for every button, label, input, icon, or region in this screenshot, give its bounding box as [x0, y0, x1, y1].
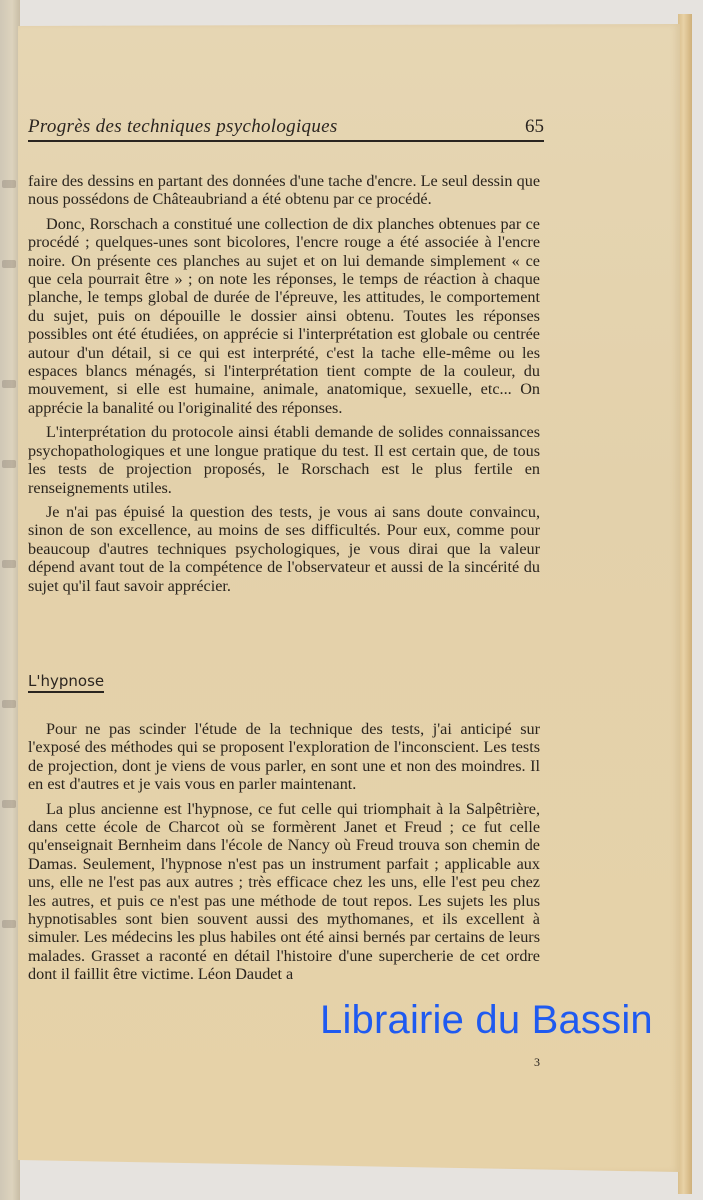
- section-heading: L'hypnose: [28, 672, 104, 693]
- bleed-through-mark: [2, 180, 16, 188]
- bleed-through-mark: [2, 380, 16, 388]
- watermark: Librairie du Bassin: [320, 998, 653, 1042]
- paragraph: L'interprétation du protocole ainsi établi demande de solides connaissances psychopathologiques et une longue pratique du test. Il est certain que, de tous les tests de projection proposés, le Rorschach est le plus fertile en renseignements utiles.: [28, 423, 540, 497]
- section-1-text: [28, 172, 540, 601]
- bleed-through-mark: [2, 700, 16, 708]
- page-number: 65: [525, 116, 544, 137]
- signature-mark: 3: [534, 1055, 540, 1069]
- adjacent-page-edge: [0, 0, 20, 1200]
- running-head: [28, 116, 544, 142]
- section-2-text: [28, 720, 540, 990]
- bleed-through-mark: [2, 560, 16, 568]
- page-stack-edge: [678, 14, 692, 1194]
- bleed-through-mark: [2, 920, 16, 928]
- bleed-through-mark: [2, 260, 16, 268]
- paragraph: Pour ne pas scinder l'étude de la technique des tests, j'ai anticipé sur l'exposé des méthodes qui se proposent l'exploration de l'inconscient. Les tests de projection, dont je viens de vous parler, en sont une et non des moindres. Il en est d'autres et je vais vous en parler maintenant.: [28, 720, 540, 794]
- bleed-through-mark: [2, 460, 16, 468]
- paragraph: Donc, Rorschach a constitué une collection de dix planches obtenues par ce procédé ; quelques-unes sont bicolores, l'encre rouge a été associée à l'encre noire. On présente ces planches au sujet et on lui demande simplement « ce que cela pourrait être » ; on note les réponses, le temps de réaction à chaque planche, le temps global de durée de l'épreuve, les attitudes, le comportement du sujet, puis on dépouille le dossier ainsi obtenu. Toutes les réponses possibles ont été étudiées, on apprécie si l'interprétation est globale ou centrée autour d'un détail, si ce qui est interprété, c'est la tache elle-même ou les espaces blancs ménagés, si l'interprétation tient compte de la couleur, du mouvement, si elle est humaine, animale, anatomique, sexuelle, etc... On apprécie la banalité ou l'originalité des réponses.: [28, 214, 540, 417]
- running-title: Progrès des techniques psychologiques: [28, 116, 338, 137]
- paragraph: Je n'ai pas épuisé la question des tests, je vous ai sans doute convaincu, sinon de son excellence, au moins de ses difficultés. Pour eux, comme pour beaucoup d'autres techniques psychologiques, je vous dirai que la valeur dépend avant tout de la compétence de l'observateur et aussi de la sincérité du sujet qu'il faut savoir apprécier.: [28, 502, 540, 595]
- paragraph: faire des dessins en partant des données d'une tache d'encre. Le seul dessin que nous possédons de Châteaubriand a été obtenu par ce procédé.: [28, 172, 540, 209]
- paragraph: La plus ancienne est l'hypnose, ce fut celle qui triomphait à la Salpêtrière, dans cette école de Charcot où se formèrent Janet et Freud ; ce fut celle qu'enseignait Bernheim dans l'école de Nancy où Freud trouva son chemin de Damas. Seulement, l'hypnose n'est pas un instrument parfait ; applicable aux uns, elle ne l'est pas aux autres ; très efficace chez les uns, elle l'est peu chez les autres, et puis ce n'est pas une méthode de tout repos. Les sujets les plus hypnotisables sont bien souvent aussi des mythomanes, et ils excellent à simuler. Les médecins les plus habiles ont été ainsi bernés par certains de leurs malades. Grasset a raconté en détail l'histoire d'une supercherie de cet ordre dont il faillit être victime. Léon Daudet a: [28, 799, 540, 984]
- bleed-through-mark: [2, 800, 16, 808]
